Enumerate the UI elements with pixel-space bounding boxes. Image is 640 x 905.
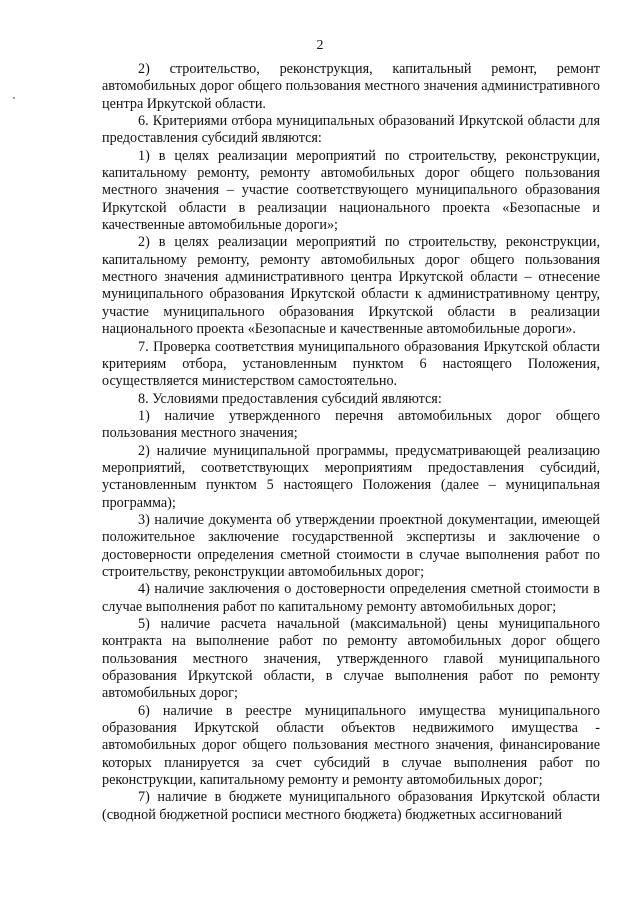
paragraph-item-5-2: 2) строительство, реконструкция, капитальный ремонт, ремонт автомобильных дорог общего пользования местного значения административного центра Иркутской области. <box>102 61 600 112</box>
paragraph-condition-6: 6) наличие в реестре муниципального имущества муниципального образования Иркутской области объектов недвижимого имущества - автомобильных дорог общего пользования местного значения, финансирование которых планируется за счет субсидий в случае выполнения работ по реконструкции, капитальному ремонту и ремонту автомобильных дорог; <box>102 702 600 789</box>
page-number: 2 <box>316 38 324 53</box>
paragraph-criteria-1: 1) в целях реализации мероприятий по строительству, реконструкции, капитальному ремонту, ремонту автомобильных дорог общего пользования местного значения – участие соответствующего муниципального образования Иркутской области в реализации национального проекта «Безопасные и качественные автомобильные дороги»; <box>102 147 600 234</box>
document-body <box>102 61 600 824</box>
scan-mark <box>13 97 15 99</box>
paragraph-condition-4: 4) наличие заключения о достоверности определения сметной стоимости в случае выполнения работ по капитальному ремонту автомобильных дорог; <box>102 581 600 615</box>
paragraph-condition-2: 2) наличие муниципальной программы, предусматривающей реализацию мероприятий, соответствующих мероприятиям предоставления субсидий, установленным пунктом 5 настоящего Положения (далее – муниципальная программа); <box>102 442 600 511</box>
paragraph-6-criteria: 6. Критериями отбора муниципальных образований Иркутской области для предоставления субсидий являются: <box>102 113 600 147</box>
paragraph-condition-3: 3) наличие документа об утверждении проектной документации, имеющей положительное заключение государственной экспертизы и заключение о достоверности определения сметной стоимости в случае выполнения работ по строительству, реконструкции автомобильных дорог; <box>102 511 600 580</box>
paragraph-condition-1: 1) наличие утвержденного перечня автомобильных дорог общего пользования местного значения; <box>102 407 600 442</box>
paragraph-condition-5: 5) наличие расчета начальной (максимальной) цены муниципального контракта на выполнение работ по ремонту автомобильных дорог общего пользования местного значения, утвержденного главой муниципального образования Иркутской области, в случае выполнения работ по ремонту автомобильных дорог; <box>102 616 600 702</box>
paragraph-criteria-2: 2) в целях реализации мероприятий по строительству, реконструкции, капитальному ремонту, ремонту автомобильных дорог общего пользования местного значения административного центра Иркутской области – отнесение муниципального образования Иркутской области к административному центру, участие муниципального образования Иркутской области в реализации национального проекта «Безопасные и качественные автомобильные дороги». <box>102 234 600 338</box>
paragraph-7-verification: 7. Проверка соответствия муниципального образования Иркутской области критериям отбора, установленным пунктом 6 настоящего Положения, осуществляется министерством самостоятельно. <box>102 338 600 390</box>
paragraph-8-conditions: 8. Условиями предоставления субсидий являются: <box>138 390 442 407</box>
paragraph-condition-7: 7) наличие в бюджете муниципального образования Иркутской области (сводной бюджетной росписи местного бюджета) бюджетных ассигнований <box>102 789 600 823</box>
